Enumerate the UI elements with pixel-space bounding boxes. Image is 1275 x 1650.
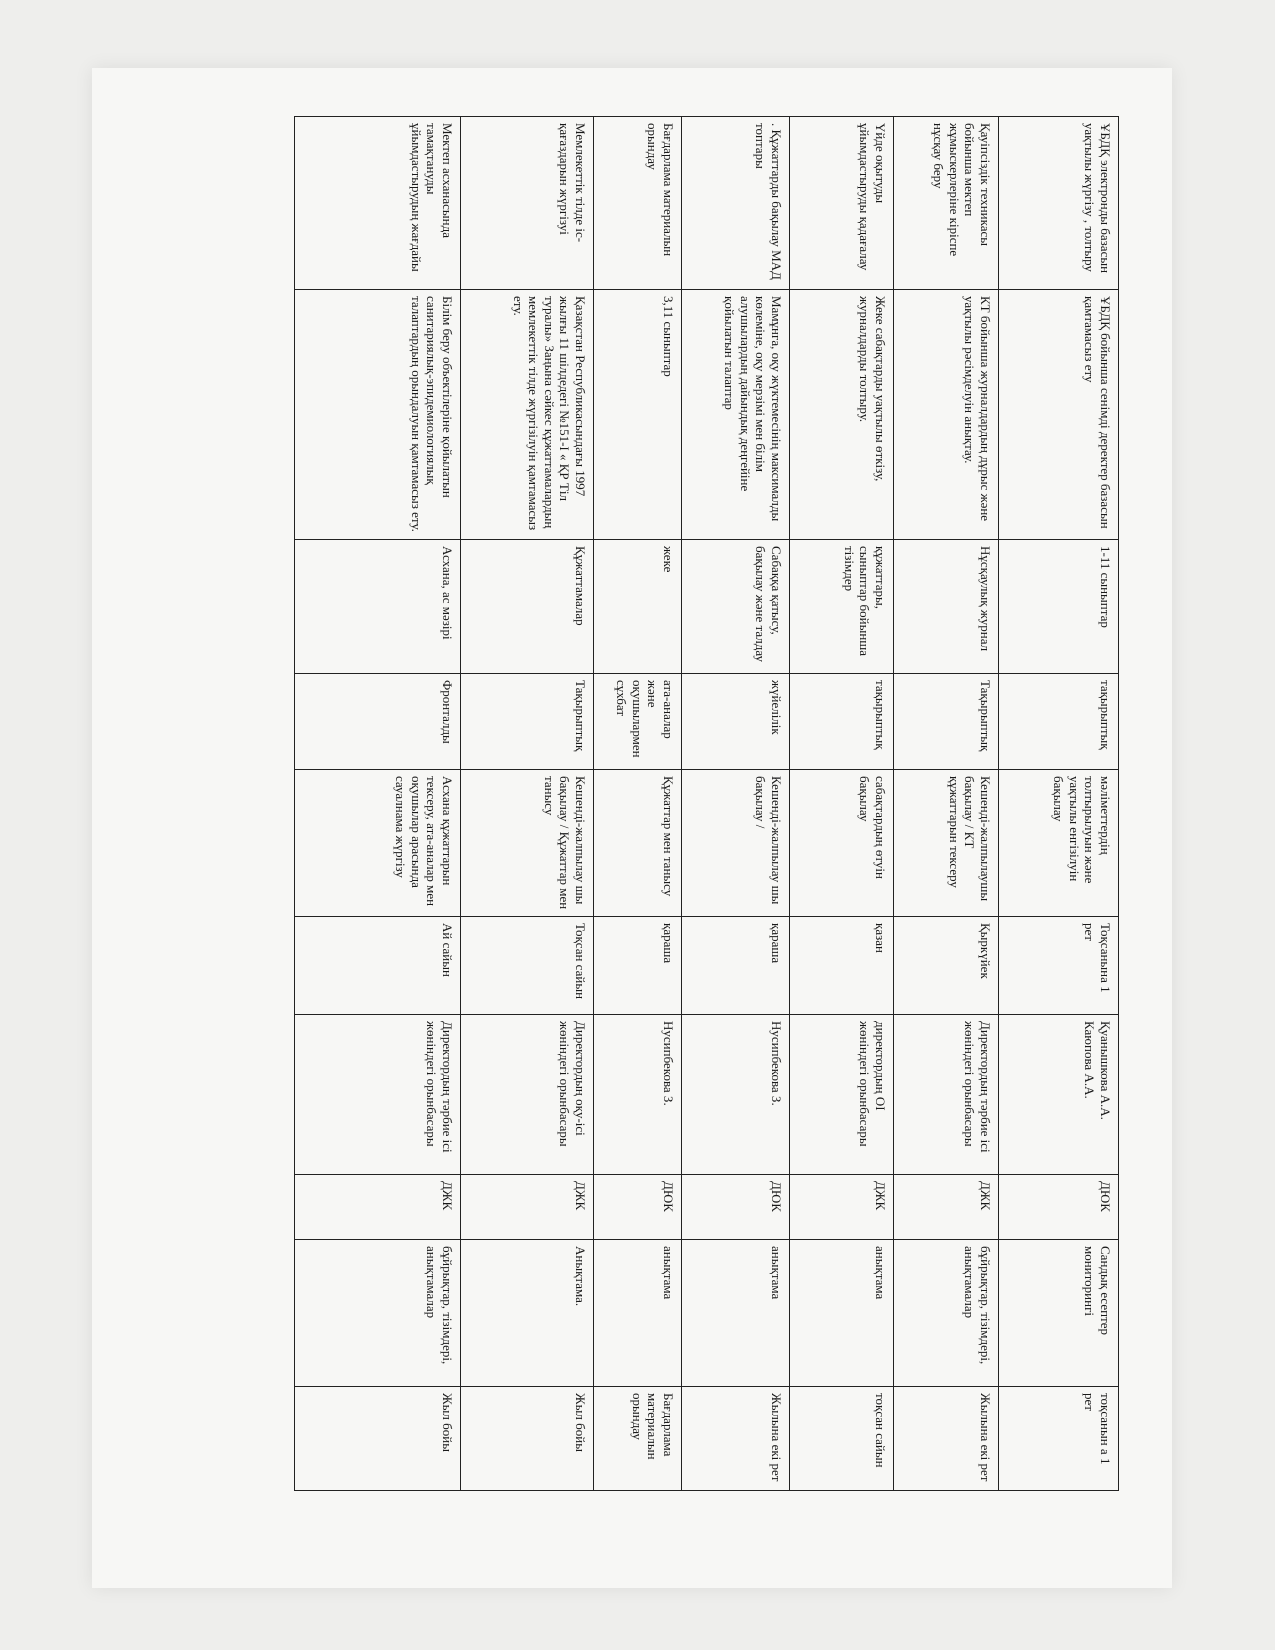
table-cell: анықтама <box>790 1240 894 1387</box>
table-cell: Үйде оқытуды ұйымдастыруды қадағалау <box>790 117 894 290</box>
table-cell: Тоқсан сайын <box>461 917 594 1015</box>
table-cell: сабақтардың өтуін бақылау <box>790 770 894 917</box>
table-row <box>461 117 594 1491</box>
table-cell: Кешенді-жалпылаушы бақылау / КТ құжаттарын тексеру <box>894 770 999 917</box>
table-cell: КТ бойынша журналдардың дұрыс және уақтылы рәсімделуін анықтау. <box>894 290 999 540</box>
table-row <box>295 117 461 1491</box>
table-cell: тақырыптық <box>790 674 894 770</box>
table-cell: қараша <box>594 917 682 1015</box>
table-row <box>594 117 682 1491</box>
table-cell: Асхана, ас мәзірі <box>295 540 461 674</box>
table-cell: ДЖК <box>295 1175 461 1240</box>
table-cell: ДЖК <box>790 1175 894 1240</box>
table-cell: Білім беру объектілеріне қойылатын санитариялық-эпидемиологиялық талаптардың орындалуын қамтамасыз ету. <box>295 290 461 540</box>
table-cell: Қуанышкова А.А. Каюпова А.А. <box>999 1015 1119 1175</box>
table-cell: Тоқсанына 1 рет <box>999 917 1119 1015</box>
table-cell: Қыркүйек <box>894 917 999 1015</box>
table-row <box>894 117 999 1491</box>
table-cell: қараша <box>682 917 790 1015</box>
table-cell: бұйрықтар, тізімдері, анықтамалар <box>295 1240 461 1387</box>
table-cell: 3,11 сыныптар <box>594 290 682 540</box>
table-row <box>999 117 1119 1491</box>
table-cell: Директордың тәрбие ісі жөніндегі орынбасары <box>894 1015 999 1175</box>
table-cell: Мемлекеттік тілде іс-қағаздарын жүргізуі <box>461 117 594 290</box>
table-cell: ата-аналар және оқушылармен сұхбат <box>594 674 682 770</box>
table-cell: Қауіпсіздік техникасы бойынша мектеп жұмыскерлеріне кіріспе нұсқау беру <box>894 117 999 290</box>
table-cell: Жылына екі рет <box>894 1387 999 1491</box>
table-cell: ДЖК <box>894 1175 999 1240</box>
table-cell: ДЮК <box>594 1175 682 1240</box>
table-cell: жеке <box>594 540 682 674</box>
table-cell: Директордың тәрбие ісі жөніндегі орынбасары <box>295 1015 461 1175</box>
table-cell: тақырыптық <box>999 674 1119 770</box>
table-cell: Ай сайын <box>295 917 461 1015</box>
table-cell: 1-11 сыныптар <box>999 540 1119 674</box>
table-cell: ҰБДҚ электронды базасын уақтылы жүргізу , толтыру <box>999 117 1119 290</box>
table-cell: ДЮК <box>999 1175 1119 1240</box>
table-cell: Нұсқаулық журнал <box>894 540 999 674</box>
table-row <box>790 117 894 1491</box>
table-cell: Тақырыптық <box>894 674 999 770</box>
table-cell: жүйелілік <box>682 674 790 770</box>
table-cell: Сандық есептер мониторингі <box>999 1240 1119 1387</box>
table-cell: Кешенді-жалпылау шы бақылау / Құжаттар мен танысу <box>461 770 594 917</box>
rotated-table-wrapper <box>295 116 1119 1490</box>
table-cell: қазан <box>790 917 894 1015</box>
table-cell: Сабаққа қатысу, бақылау және талдау <box>682 540 790 674</box>
table-cell: Бағдарлама материалын орындау <box>594 117 682 290</box>
table-cell: директордың ОІ жөніндегі орынбасары <box>790 1015 894 1175</box>
table-cell: Жеке сабақтарды уақтылы өткізу, журналдарды толтыру. <box>790 290 894 540</box>
table-cell: Мамұнга, оқу жүктемесінің максималды көлеміне, оқу мерзімі мен білім алушылардың дайындық деңгейіне қойылатын талаптар <box>682 290 790 540</box>
control-plan-table <box>294 116 1119 1491</box>
table-cell: Жылына екі рет <box>682 1387 790 1491</box>
table-cell: бұйрықтар, тізімдері, анықтамалар <box>894 1240 999 1387</box>
table-cell: анықтама <box>594 1240 682 1387</box>
table-cell: Құжаттамалар <box>461 540 594 674</box>
table-cell: ДЮК <box>682 1175 790 1240</box>
table-cell: Директордың оқу-ісі жөніндегі орынбасары <box>461 1015 594 1175</box>
table-row <box>682 117 790 1491</box>
table-cell: Нусипбекова З. <box>682 1015 790 1175</box>
table-cell: мәліметтердің толтырылуын және уақтылы енгізілуін бақылау <box>999 770 1119 917</box>
table-cell: Құжаттар мен танысу <box>594 770 682 917</box>
table-cell: құжаттары, сыныптар бойынша тізімдер <box>790 540 894 674</box>
table-cell: Фронталды <box>295 674 461 770</box>
table-cell: анықтама <box>682 1240 790 1387</box>
table-cell: Жыл бойы <box>295 1387 461 1491</box>
table-cell: Асхана құжаттарын тексеру, ата-аналар мен оқушылар арасында сауалнама жүргізу <box>295 770 461 917</box>
table-cell: ДЖК <box>461 1175 594 1240</box>
table-cell: Жыл бойы <box>461 1387 594 1491</box>
table-cell: Тақырыптық <box>461 674 594 770</box>
table-cell: Кешенді-жалпылау шы бақылау / <box>682 770 790 917</box>
table-cell: Нусипбекова З. <box>594 1015 682 1175</box>
table-cell: ҰБДҚ бойынша сенімді деректер базасын қамтамасыз ету <box>999 290 1119 540</box>
table-cell: Бағдарлама материалын орындау <box>594 1387 682 1491</box>
table-cell: Қазақстан Республикасындағы 1997 жылғы 11 шілдедегі №151-І « ҚР Тіл туралы» Заңына сәйкес құжаттамалардың мемлекеттік тілде жүргізілуін қамтамасыз ету. <box>461 290 594 540</box>
table-cell: тоқсан сайын <box>790 1387 894 1491</box>
table-cell: . Құжаттарды бақылау МАД топтары <box>682 117 790 290</box>
table-cell: Анықтама. <box>461 1240 594 1387</box>
table-cell: Мектеп асханасында тамақтануды ұйымдастырудың жағдайы <box>295 117 461 290</box>
table-cell: тоқсанын а 1 рет <box>999 1387 1119 1491</box>
